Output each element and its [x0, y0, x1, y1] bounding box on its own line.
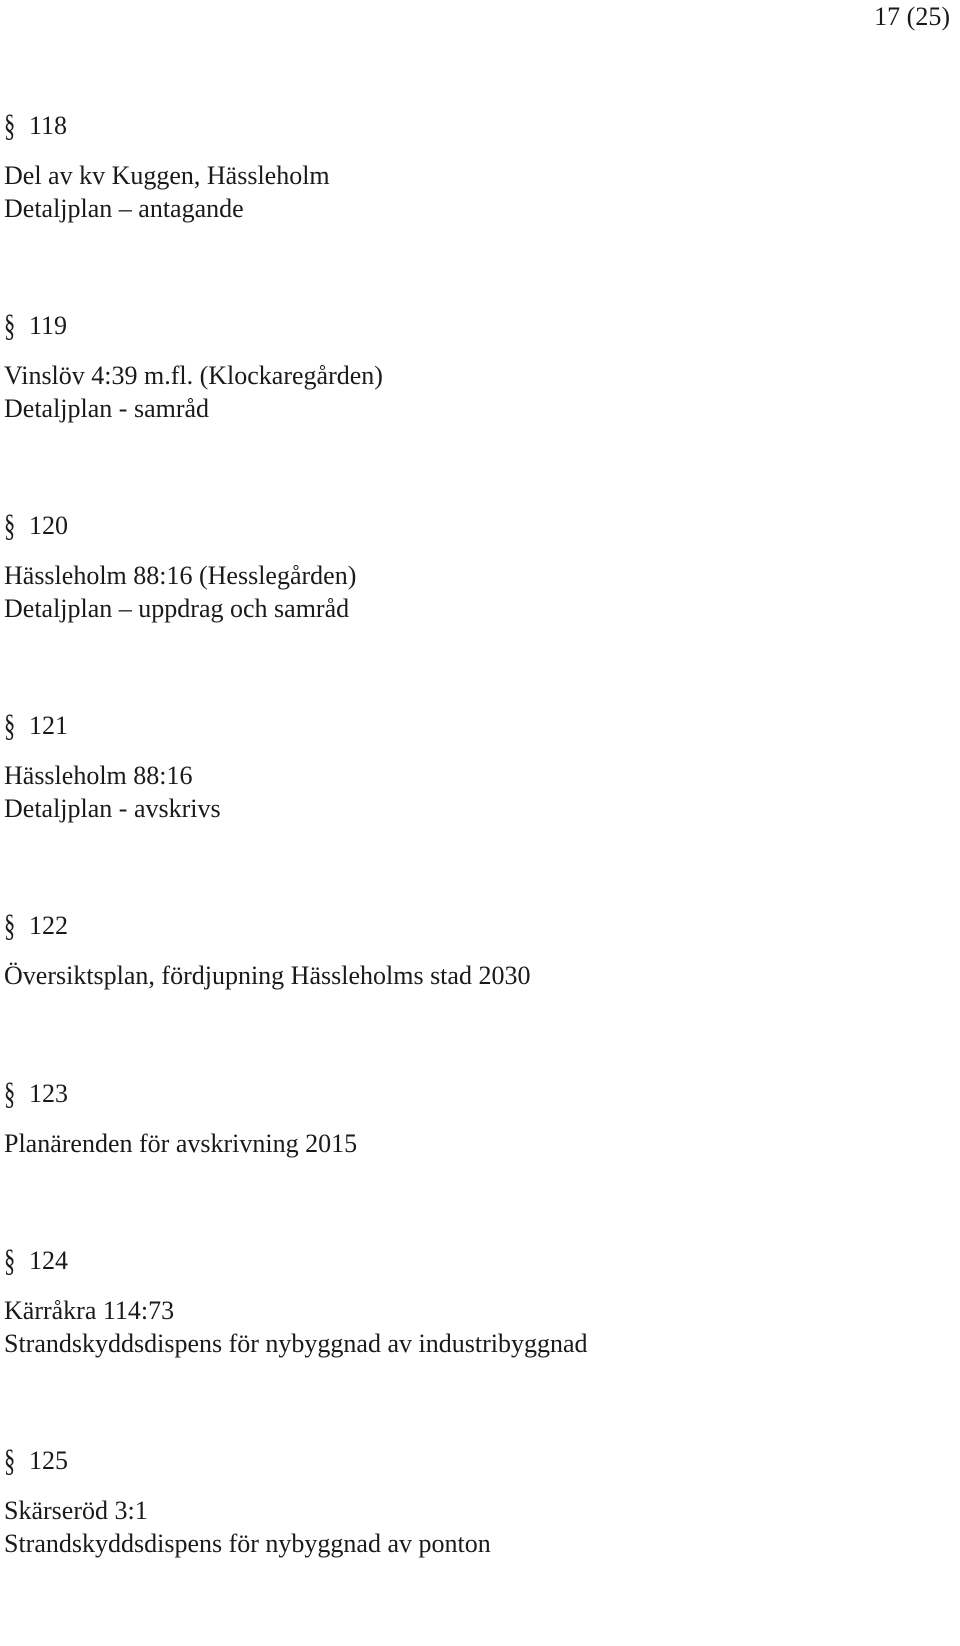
section-number: 120	[29, 510, 68, 540]
section-number: 122	[29, 910, 68, 940]
section-body	[4, 1494, 924, 1560]
agenda-item-120	[4, 505, 924, 625]
section-sign: §	[4, 706, 16, 743]
agenda-item-122	[4, 905, 924, 992]
section-subtitle: Detaljplan – antagande	[4, 194, 244, 223]
section-heading	[4, 705, 924, 745]
section-heading	[4, 905, 924, 945]
section-subtitle: Detaljplan - avskrivs	[4, 794, 221, 823]
section-heading	[4, 1073, 924, 1113]
section-sign: §	[4, 906, 16, 943]
section-body	[4, 959, 924, 992]
section-sign: §	[4, 1241, 16, 1278]
section-subtitle: Strandskyddsdispens för nybyggnad av ponton	[4, 1529, 491, 1558]
section-number: 123	[29, 1078, 68, 1108]
agenda-item-123	[4, 1073, 924, 1160]
section-body	[4, 759, 924, 825]
section-title: Vinslöv 4:39 m.fl. (Klockaregården)	[4, 361, 383, 390]
section-title: Planärenden för avskrivning 2015	[4, 1129, 358, 1158]
section-heading	[4, 305, 924, 345]
section-number: 119	[29, 310, 68, 340]
section-sign: §	[4, 506, 16, 543]
section-body	[4, 359, 924, 425]
section-title: Del av kv Kuggen, Hässleholm	[4, 161, 330, 190]
section-title: Hässleholm 88:16	[4, 761, 193, 790]
section-subtitle: Detaljplan - samråd	[4, 394, 210, 423]
section-number: 125	[29, 1445, 68, 1475]
section-number: 124	[29, 1245, 68, 1275]
section-body	[4, 159, 924, 225]
section-number: 118	[29, 110, 68, 140]
agenda-item-125	[4, 1440, 924, 1560]
section-title: Skärseröd 3:1	[4, 1496, 148, 1525]
section-sign: §	[4, 1441, 16, 1478]
section-number: 121	[29, 710, 68, 740]
section-heading	[4, 105, 924, 145]
section-subtitle: Detaljplan – uppdrag och samråd	[4, 594, 350, 623]
section-heading	[4, 1440, 924, 1480]
section-body	[4, 1127, 924, 1160]
section-body	[4, 1294, 924, 1360]
agenda-item-124	[4, 1240, 924, 1360]
section-sign: §	[4, 106, 16, 143]
section-sign: §	[4, 1074, 16, 1111]
section-title: Hässleholm 88:16 (Hesslegården)	[4, 561, 357, 590]
agenda-item-121	[4, 705, 924, 825]
section-heading	[4, 505, 924, 545]
page-number: 17 (25)	[874, 2, 950, 31]
section-sign: §	[4, 306, 16, 343]
agenda-item-119	[4, 305, 924, 425]
agenda-item-118	[4, 105, 924, 225]
section-heading	[4, 1240, 924, 1280]
section-title: Kärråkra 114:73	[4, 1296, 175, 1325]
section-body	[4, 559, 924, 625]
section-title: Översiktsplan, fördjupning Hässleholms stad 2030	[4, 961, 531, 990]
section-subtitle: Strandskyddsdispens för nybyggnad av industribyggnad	[4, 1329, 588, 1358]
